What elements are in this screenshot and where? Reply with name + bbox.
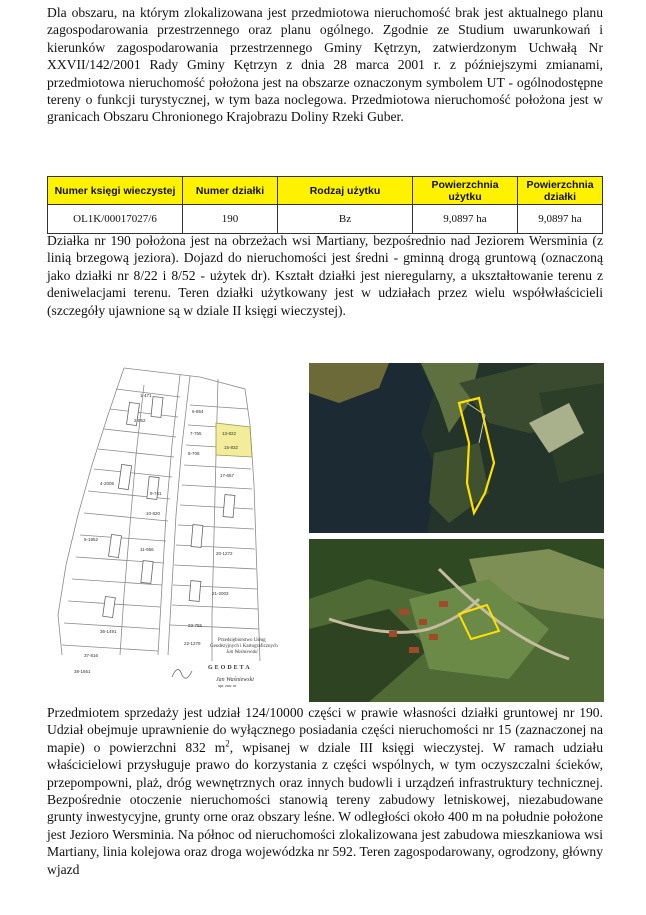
parcel-label: 21-2003 bbox=[212, 591, 229, 596]
parcel-label: 4-2005 bbox=[100, 481, 115, 486]
svg-text:Jan Waśniewski: Jan Waśniewski bbox=[226, 650, 258, 655]
parcel-label: 1-471 bbox=[140, 393, 152, 398]
cell-land-use: Bz bbox=[278, 205, 413, 234]
header-land-use: Rodzaj użytku bbox=[278, 177, 413, 205]
parcel-label: 22-1279 bbox=[184, 641, 201, 646]
paragraph-sale: Przedmiotem sprzedaży jest udział 124/10000 części w prawie własności działki gruntowej nr 190. Udział obejmuje uprawnienie do wyłącznego posiadania części nieruchomości nr 15 (zaznaczonej na mapie) o powierzchni 832 $m^2$, wpisanej w dziale III księgi wieczystej. W ramach udziału właścicielowi przysługuje prawo do korzystania z części wspólnych, w tym oczyszczalni ścieków, przepompowni, plaż, dróg wewnętrznych oraz innych budowli i urządzeń infrastruktury technicznej. Bezpośrednie otoczenie nieruchomości stanowią tereny zabudowy letniskowej, niezabudowane grunty inwestycyjne, grunty orne oraz obszary leśne. W odległości około 400 m na południe położone jest Jezioro Wersminia. Na północ od nieruchomości zlokalizowana jest zabudowa mieszkaniowa wsi Martiany, linia kolejowa oraz droga wojewódzka nr 592. Teren zagospodarowany, ogrodzony, główny wjazd bbox=[47, 705, 603, 877]
header-ledger-number: Numer księgi wieczystej bbox=[48, 177, 183, 205]
cell-parcel-number: 190 bbox=[183, 205, 278, 234]
parcel-label: 10-820 bbox=[146, 511, 161, 516]
table-row bbox=[48, 205, 603, 234]
parcel-label: 23-755 bbox=[188, 623, 203, 628]
parcel-label: 7-755 bbox=[190, 431, 202, 436]
parcel-label: 9-741 bbox=[150, 491, 162, 496]
aerial-photo-lake bbox=[309, 363, 604, 533]
parcel-label: 36-1491 bbox=[100, 629, 117, 634]
parcel-label: 37-816 bbox=[84, 653, 99, 658]
header-use-area: Powierzchnia użytku bbox=[413, 177, 518, 205]
svg-text:Geodezyjnych i Kartograficznyc: Geodezyjnych i Kartograficznych bbox=[210, 644, 278, 649]
parcel-label: 38-1651 bbox=[74, 669, 91, 674]
paragraph-planning: Dla obszaru, na którym zlokalizowana jest przedmiotowa nieruchomość brak jest aktualnego planu zagospodarowania przestrzennego oraz planu ogólnego. Zgodnie ze Studium uwarunkowań i kierunków zagospodarowania przestrzennego Gminy Kętrzyn, zatwierdzonym Uchwałą Nr XXVII/142/2001 Rady Gminy Kętrzyn z dnia 28 marca 2001 r. z późniejszymi zmianami, przedmiotowa nieruchomość położona jest na obszarze oznaczonym symbolem UT - ogólnodostępne tereny o funkcji turystycznej, w tym baza noclegowa. Przedmiotowa nieruchomość położona jest w granicach Obszaru Chronionego Krajobrazu Doliny Rzeki Guber. bbox=[47, 5, 603, 125]
cell-use-area: 9,0897 ha bbox=[413, 205, 518, 234]
cadastral-map bbox=[40, 365, 302, 695]
signature: Jan Waśniewski bbox=[216, 677, 254, 683]
parcel-label: 11-956 bbox=[140, 547, 154, 552]
svg-text:upr. zaw. nr: upr. zaw. nr bbox=[218, 683, 237, 688]
highlighted-parcel bbox=[216, 423, 252, 457]
header-parcel-area: Powierzchnia działki bbox=[518, 177, 603, 205]
cell-parcel-area: 9,0897 ha bbox=[518, 205, 603, 234]
header-parcel-number: Numer działki bbox=[183, 177, 278, 205]
parcel-label: 15-832 bbox=[224, 445, 239, 450]
table-header-row bbox=[48, 177, 603, 205]
parcel-label: 13-822 bbox=[222, 431, 237, 436]
parcel-label: 17-657 bbox=[220, 473, 235, 478]
parcel-label: 8-708 bbox=[188, 451, 200, 456]
parcel-label: 6-854 bbox=[192, 409, 204, 414]
parcel-table bbox=[47, 176, 603, 234]
parcel-label: 20-1272 bbox=[216, 551, 233, 556]
svg-text:Przedsiębiorstwo Usług: Przedsiębiorstwo Usług bbox=[218, 638, 266, 643]
stamp-title: GEODETA bbox=[208, 665, 252, 671]
paragraph-location: Działka nr 190 położona jest na obrzeżach wsi Martiany, bezpośrednio nad Jeziorem Wersminia (z linią brzegową jeziora). Dojazd do nieruchomości jest średni - gminną drogą gruntową (oznaczoną jako działki nr 8/22 i 8/52 - użytek dr). Kształt działki jest nieregularny, a ukształtowanie terenu z deniwelacjami terenu. Teren działki użytkowany jest w udziałach przez wielu współwłaścicieli (szczegóły ujawnione są w dziale II księgi wieczystej). bbox=[47, 233, 603, 318]
parcel-label: 2-852 bbox=[134, 418, 146, 423]
parcel-label: 5-1952 bbox=[84, 537, 99, 542]
aerial-photo-village bbox=[309, 539, 604, 702]
cell-ledger-number: OL1K/00017027/6 bbox=[48, 205, 183, 234]
